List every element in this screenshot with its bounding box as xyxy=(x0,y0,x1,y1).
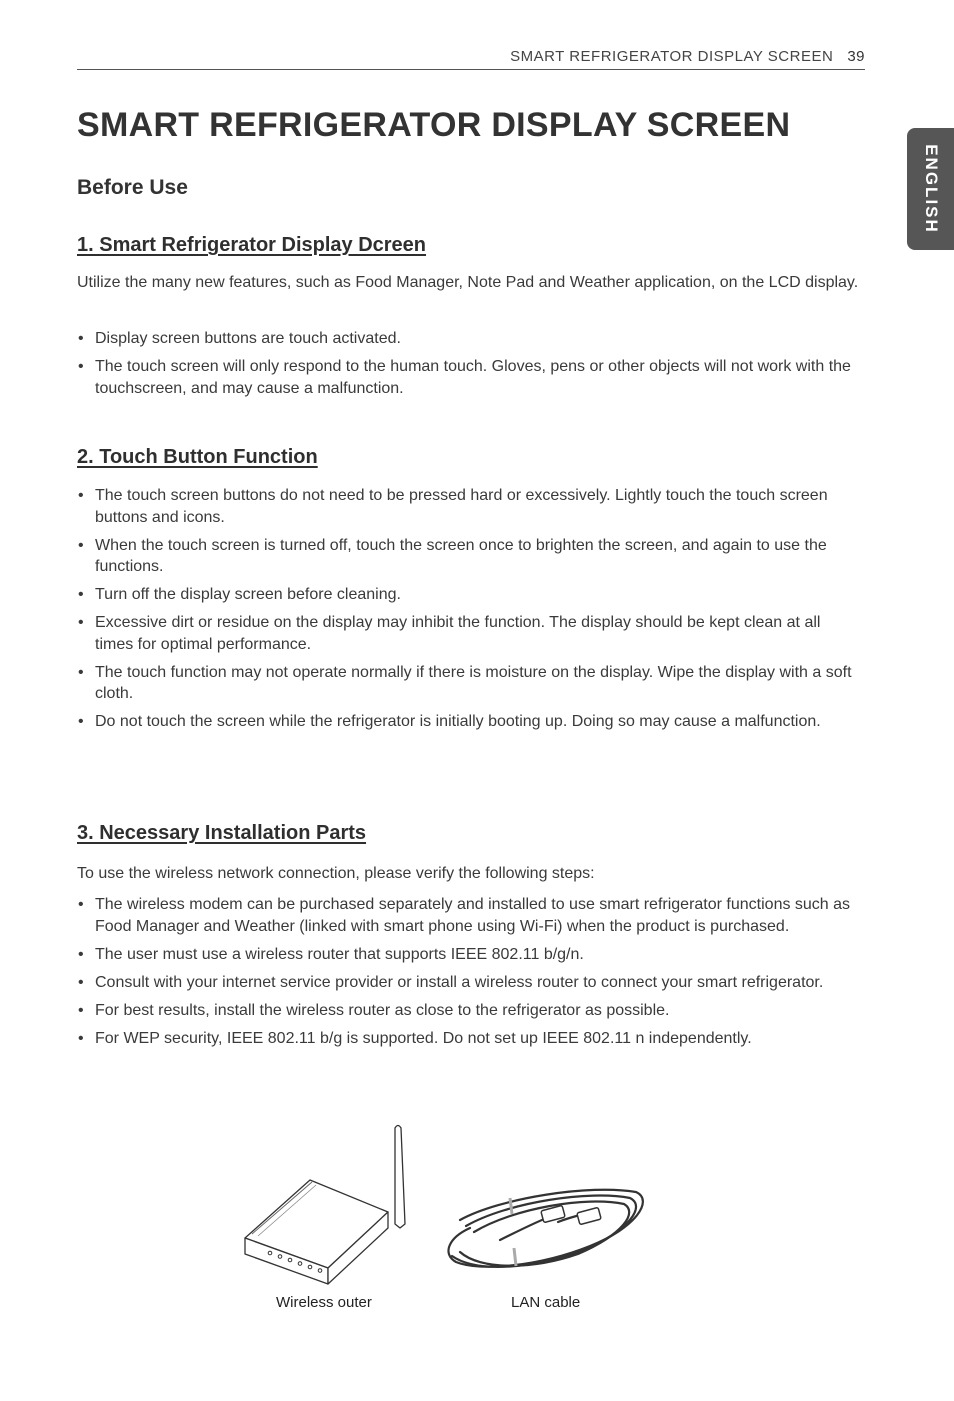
list-item: • Turn off the display screen before cleaning. xyxy=(77,584,853,606)
page-title: SMART REFRIGERATOR DISPLAY SCREEN xyxy=(77,106,791,144)
list-item: • When the touch screen is turned off, touch the screen once to brighten the screen, and again to use the functions. xyxy=(77,535,853,578)
cable-caption: LAN cable xyxy=(511,1294,581,1311)
page-number: 39 xyxy=(847,48,865,65)
section3-heading: 3. Necessary Installation Parts xyxy=(77,822,367,844)
router-caption: Wireless outer xyxy=(276,1294,372,1311)
list-item: • The touch screen buttons do not need to be pressed hard or excessively. Lightly touch the touch screen buttons and icons. xyxy=(77,485,853,528)
lan-cable-illustration xyxy=(440,1180,650,1280)
running-title: SMART REFRIGERATOR DISPLAY SCREEN xyxy=(510,48,834,65)
list-item: • For WEP security, IEEE 802.11 b/g is supported. Do not set up IEEE 802.11 n independently. xyxy=(77,1028,853,1050)
list-item: • Display screen buttons are touch activated. xyxy=(77,328,853,350)
section2-heading: 2. Touch Button Function xyxy=(77,446,318,468)
wireless-router-illustration xyxy=(240,1120,415,1290)
section1-bullet-list xyxy=(77,328,853,406)
section1-heading: 1. Smart Refrigerator Display Dcreen xyxy=(77,234,427,256)
list-item: • Do not touch the screen while the refrigerator is initially booting up. Doing so may cause a malfunction. xyxy=(77,711,853,733)
language-tab-label: ENGLISH xyxy=(921,144,941,234)
list-item: • The touch screen will only respond to the human touch. Gloves, pens or other objects will not work with the touchscreen, and may cause a malfunction. xyxy=(77,356,853,399)
list-item: • The user must use a wireless router that supports IEEE 802.11 b/g/n. xyxy=(77,944,853,966)
list-item: • The wireless modem can be purchased separately and installed to use smart refrigerator functions such as Food Manager and Weather (linked with smart phone using Wi-Fi) when the product is purchased. xyxy=(77,894,853,937)
running-header xyxy=(77,48,865,70)
list-item: • Excessive dirt or residue on the display may inhibit the function. The display should be kept clean at all times for optimal performance. xyxy=(77,612,853,655)
language-tab xyxy=(907,128,954,250)
list-item: • Consult with your internet service provider or install a wireless router to connect your smart refrigerator. xyxy=(77,972,853,994)
list-item: • The touch function may not operate normally if there is moisture on the display. Wipe the display with a soft cloth. xyxy=(77,662,853,705)
section3-intro: To use the wireless network connection, please verify the following steps: xyxy=(77,865,595,882)
section2-bullet-list xyxy=(77,485,853,739)
section3-bullet-list xyxy=(77,894,853,1056)
section1-intro: Utilize the many new features, such as Food Manager, Note Pad and Weather application, on the LCD display. xyxy=(77,274,859,291)
section-subtitle: Before Use xyxy=(77,176,188,199)
list-item: • For best results, install the wireless router as close to the refrigerator as possible. xyxy=(77,1000,853,1022)
